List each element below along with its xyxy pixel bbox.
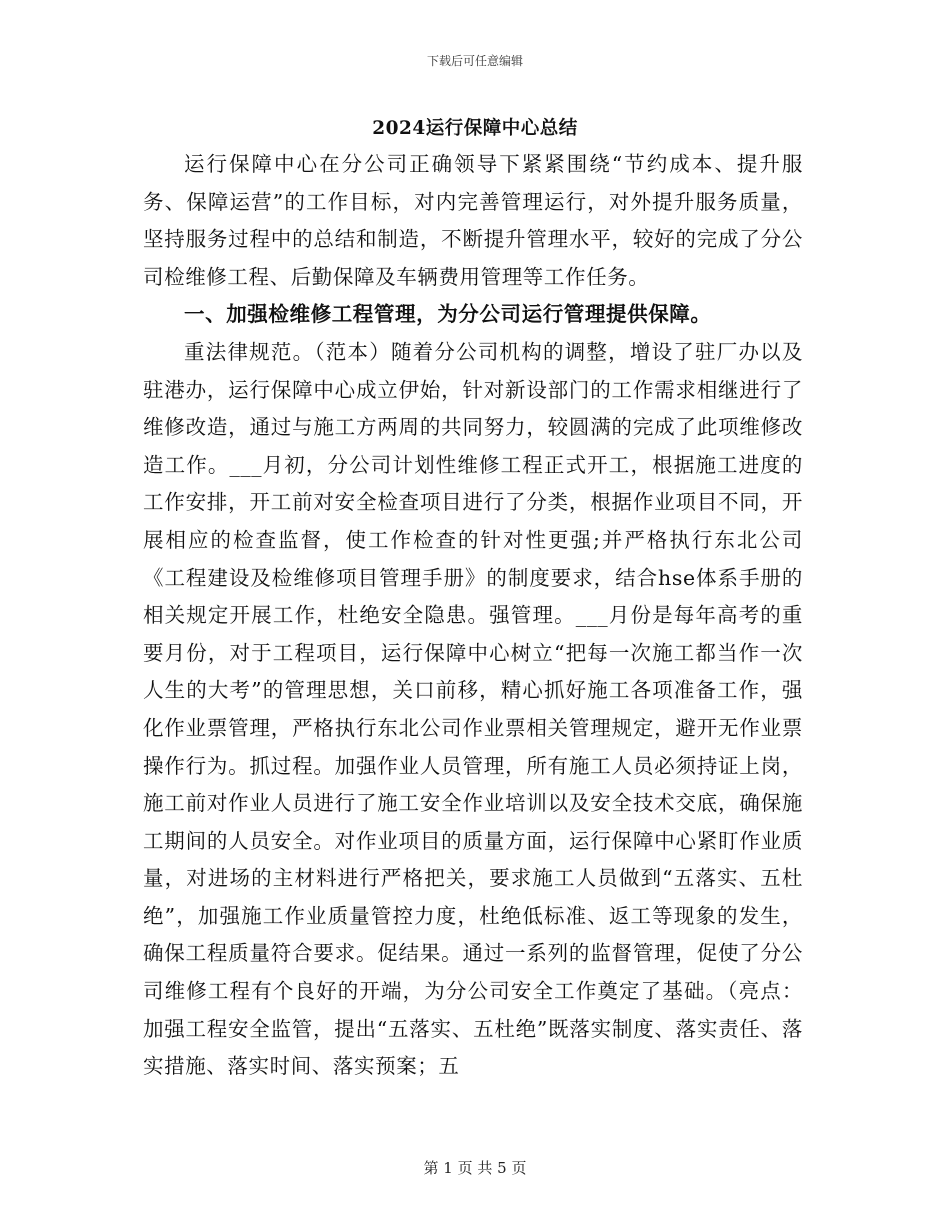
page-footer: 第 1 页 共 5 页 bbox=[423, 1159, 527, 1177]
section-heading: 一、加强检维修工程管理，为分公司运行管理提供保障。 bbox=[184, 302, 712, 327]
header-note: 下载后可任意编辑 bbox=[426, 54, 523, 68]
document-title: 2024运行保障中心总结 bbox=[372, 118, 578, 139]
intro-paragraph: 运行保障中心在分公司正确领导下紧紧围绕“节约成本、提升服务、保障运营”的工作目标，对内完善管理运行，对外提升服务质量，坚持服务过程中的总结和制造，不断提升管理水平，较好的完成了分公司检维修工程、后勤保障及车辆费用管理等工作任务。 bbox=[143, 152, 803, 289]
document-body bbox=[143, 146, 803, 1086]
section-paragraph: 重法律规范。（范本）随着分公司机构的调整，增设了驻厂办以及驻港办，运行保障中心成立伊始，针对新设部门的工作需求相继进行了维修改造，通过与施工方两周的共同努力，较圆满的完成了此项维修改造工作。___月初，分公司计划性维修工程正式开工，根据施工进度的工作安排，开工前对安全检查项目进行了分类，根据作业项目不同，开展相应的检查监督，使工作检查的针对性更强;并严格执行东北公司《工程建设及检维修项目管理手册》的制度要求，结合hse体系手册的相关规定开展工作，杜绝安全隐患。强管理。___月份是每年高考的重要月份，对于工程项目，运行保障中心树立“把每一次施工都当作一次人生的大考”的管理思想，关口前移，精心抓好施工各项准备工作，强化作业票管理，严格执行东北公司作业票相关管理规定，避开无作业票操作行为。抓过程。加强作业人员管理，所有施工人员必须持证上岗，施工前对作业人员进行了施工安全作业培训以及安全技术交底，确保施工期间的人员安全。对作业项目的质量方面，运行保障中心紧盯作业质量，对进场的主材料进行严格把关，要求施工人员做到“五落实、五杜绝”，加强施工作业质量管控力度，杜绝低标准、返工等现象的发生，确保工程质量符合要求。促结果。通过一系列的监督管理，促使了分公司维修工程有个良好的开端，为分公司安全工作奠定了基础。（亮点：加强工程安全监管，提出“五落实、五杜绝”既落实制度、落实责任、落实措施、落实时间、落实预案；五 bbox=[143, 339, 803, 1079]
